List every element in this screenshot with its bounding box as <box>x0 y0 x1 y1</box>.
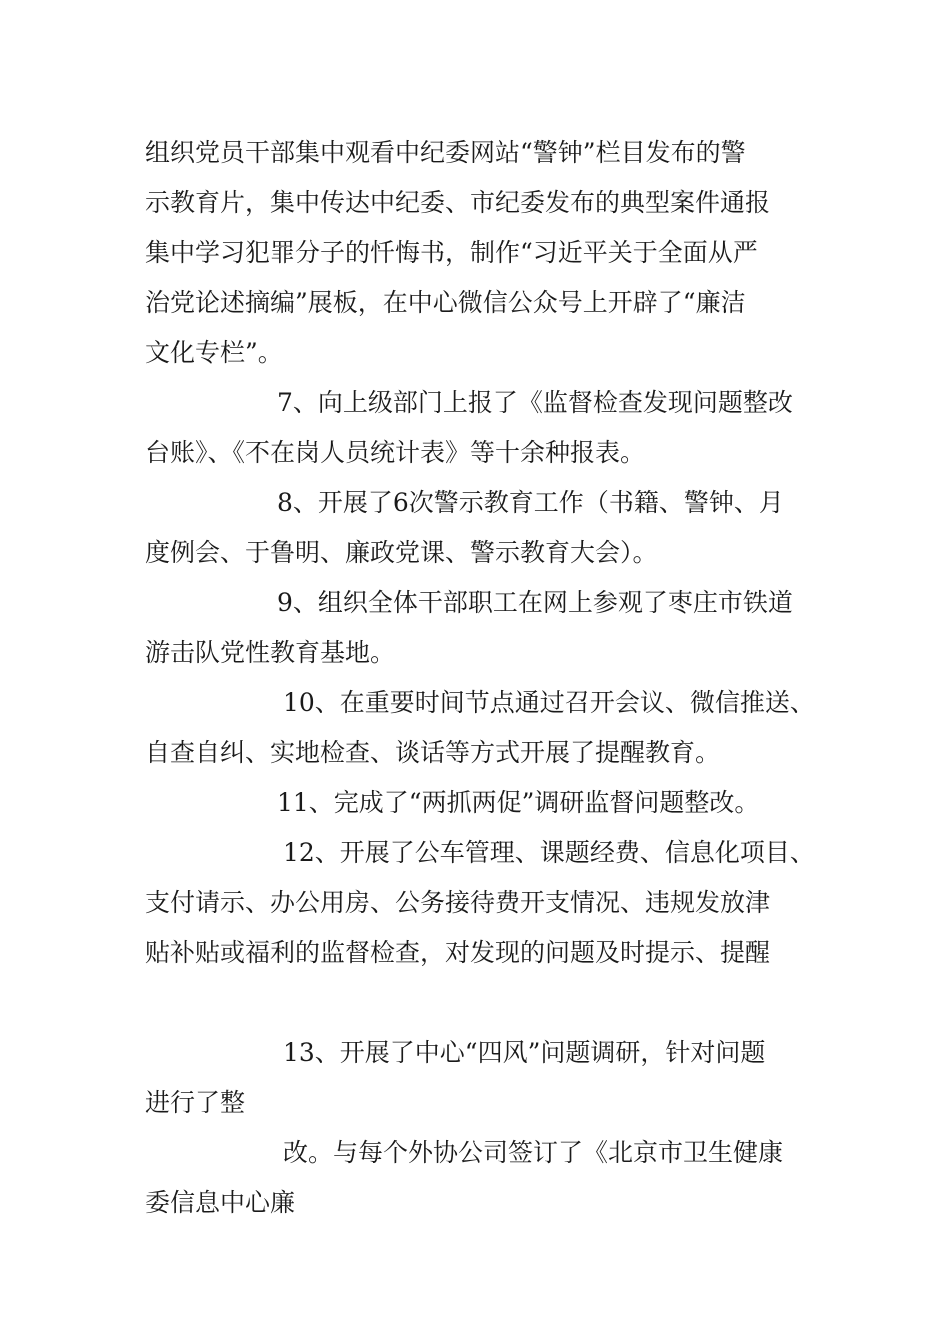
item-9-line: 9、组织全体干部职工在网上参观了枣庄市铁道 <box>277 588 793 617</box>
item-8-line: 度例会、于鲁明、廉政党课、警示教育大会）。 <box>145 538 658 567</box>
item-10-line: 自查自纠、实地检查、谈话等方式开展了提醒教育。 <box>145 738 721 767</box>
item-9-line: 游击队党性教育基地。 <box>145 638 396 667</box>
blank-gap <box>145 978 825 1028</box>
paragraph-line: 示教育片，集中传达中纪委、市纪委发布的典型案件通报 <box>145 188 771 217</box>
item-12-line: 支付请示、办公用房、公务接待费开支情况、违规发放津 <box>145 888 771 917</box>
document-body <box>145 128 825 1228</box>
item-7-line: 7、向上级部门上报了《监督检查发现问题整改 <box>277 388 793 417</box>
item-7-line: 台账》、《不在岗人员统计表》等十余种报表。 <box>145 438 646 467</box>
paragraph-line: 集中学习犯罪分子的忏悔书，制作“习近平关于全面从严 <box>145 238 758 267</box>
item-13-line: 13、开展了中心“四风”问题调研，针对问题 <box>283 1038 766 1067</box>
item-10-line: 10、在重要时间节点通过召开会议、微信推送、 <box>283 688 815 717</box>
item-13-line: 委信息中心廉 <box>145 1188 296 1217</box>
item-13-line: 改。与每个外协公司签订了《北京市卫生健康 <box>283 1138 784 1167</box>
paragraph-line: 组织党员干部集中观看中纪委网站“警钟”栏目发布的警 <box>145 138 746 167</box>
paragraph-line: 文化专栏”。 <box>145 338 283 367</box>
item-12-line: 贴补贴或福利的监督检查，对发现的问题及时提示、提醒 <box>145 938 771 967</box>
item-13-line: 进行了整 <box>145 1088 246 1117</box>
item-11-line: 11、完成了“两抓两促”调研监督问题整改。 <box>277 788 760 817</box>
item-12-line: 12、开展了公车管理、课题经费、信息化项目、 <box>283 838 815 867</box>
paragraph-line: 治党论述摘编”展板，在中心微信公众号上开辟了“廉洁 <box>145 288 746 317</box>
item-8-line: 8、开展了6次警示教育工作（书籍、警钟、月 <box>277 488 784 517</box>
